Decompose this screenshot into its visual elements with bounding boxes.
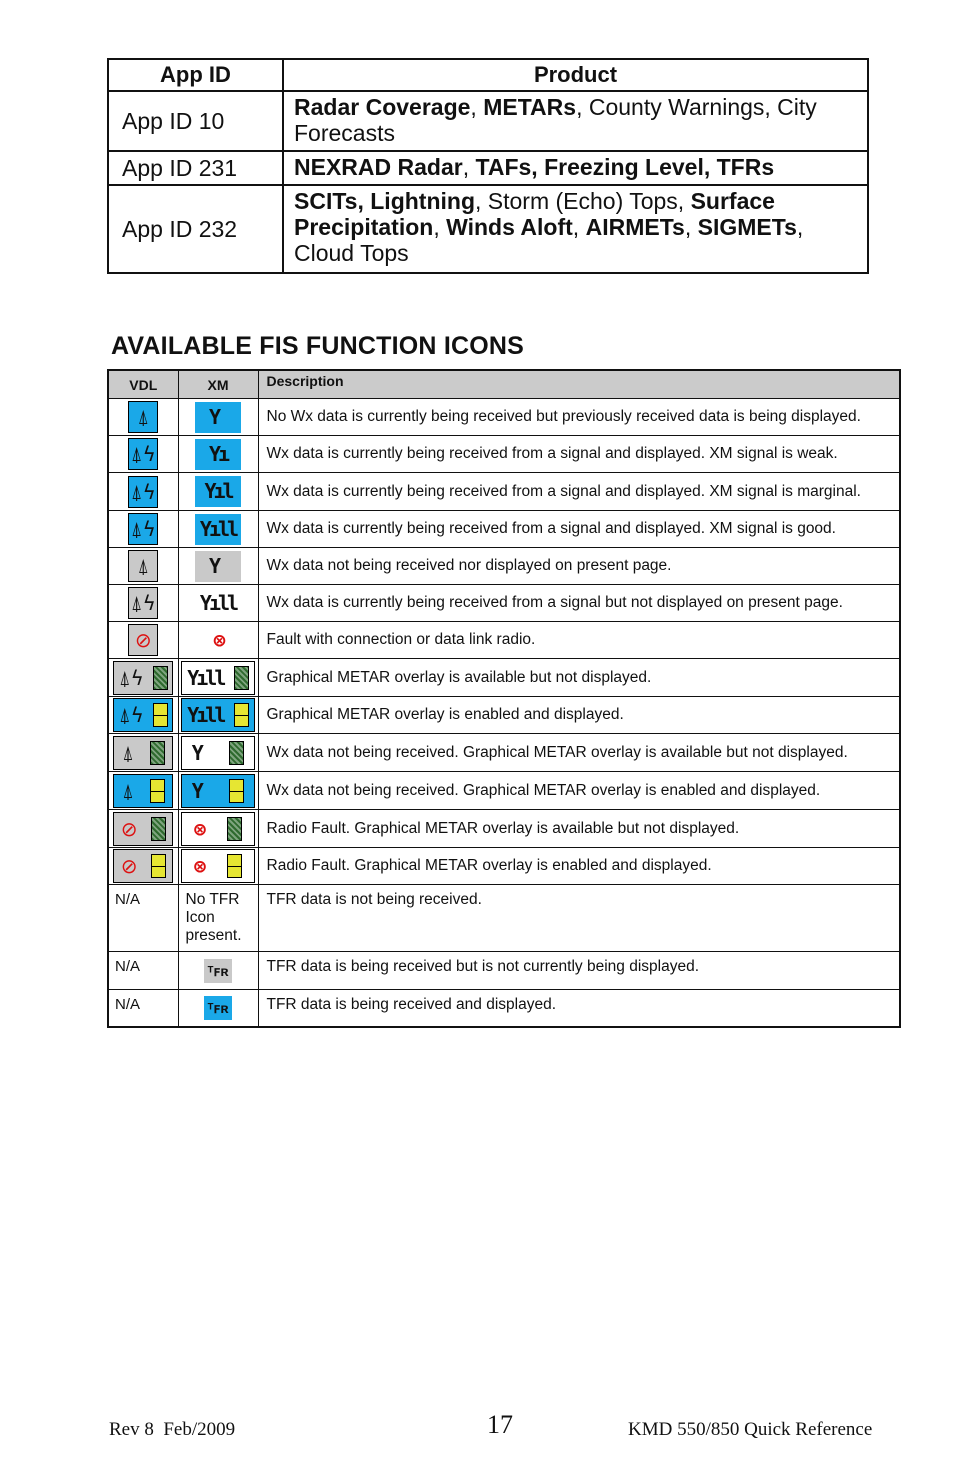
antenna-receiving-metar-on-icon: ⍋ϟ [113,698,173,732]
description-cell: TFR data is being received but is not currently being displayed. [258,952,900,990]
xm-header: XM [178,370,258,399]
signal-fault-icon: ⊗ [195,625,241,656]
product-text-segment: SCITs, Lightning [294,188,475,214]
app-table-row [108,151,868,185]
product-text-segment: , Cloud Tops [294,214,804,266]
description-cell: Wx data not being received. Graphical METAR overlay is enabled and displayed. [258,772,900,810]
signal-fault-metar-on-icon: ⊗ [181,849,255,883]
fis-icons-table [107,369,901,1028]
table-row [108,511,900,548]
signal-0-metar-off-icon: Y [181,736,255,770]
description-cell: Graphical METAR overlay is enabled and displayed. [258,697,900,734]
description-header: Description [258,370,900,399]
app-id-table [107,58,869,274]
product-text-segment: TAFs, Freezing Level, TFRs [475,154,775,180]
section-heading: AVAILABLE FIS FUNCTION ICONS [111,332,524,360]
product-text-segment: Surface Precipitation [294,188,775,240]
app-table-row [108,185,868,273]
antenna-icon: ⍋ [128,401,158,433]
app-table-header [108,59,868,91]
vdl-cell: N/A [108,952,178,990]
product-cell [283,185,868,273]
product-text-segment: , Storm (Echo) Tops, [475,188,691,214]
vdl-cell: N/A [108,885,178,952]
signal-0-metar-on-icon: Y [181,774,255,808]
table-row [108,734,900,772]
description-cell: Wx data not being received. Graphical METAR overlay is available but not displayed. [258,734,900,772]
antenna-receiving-icon: ⍋ϟ [128,476,158,508]
product-text-segment: METARs [483,94,577,120]
product-text-segment: , County Warnings, City Forecasts [294,94,817,146]
table-row [108,810,900,848]
product-text-segment: AIRMETs [585,214,685,240]
antenna-fault-metar-on-icon: ⊘ [113,849,173,883]
table-row [108,848,900,885]
page-number: 17 [487,1410,513,1439]
table-row [108,772,900,810]
footer-title: KMD 550/850 Quick Reference [628,1419,873,1440]
signal-0-bars-icon: Y [195,402,241,433]
antenna-receiving-metar-off-icon: ⍋ϟ [113,661,173,695]
antenna-fault-metar-off-icon: ⊘ [113,812,173,846]
antenna-icon: ⍋ [128,550,158,582]
footer-revision: Rev 8 Feb/2009 [109,1419,236,1440]
table-row [108,659,900,697]
product-cell [283,151,868,185]
antenna-metar-on-icon: ⍋ [113,774,173,808]
signal-3-bars-icon: Yıll [195,514,241,545]
table-row [108,399,900,436]
antenna-receiving-icon: ⍋ϟ [128,438,158,470]
description-cell: Wx data is currently being received from a signal and displayed. XM signal is marginal. [258,473,900,511]
icons-table-header [108,370,900,399]
product-text-segment: , [684,214,698,240]
table-row [108,697,900,734]
signal-3-bars-icon: Yıll [195,588,241,619]
product-text-segment: , [470,94,484,120]
table-row [108,473,900,511]
app-id-cell: App ID 10 [108,91,283,151]
description-cell: TFR data is being received and displayed. [258,990,900,1027]
description-cell: TFR data is not being received. [258,885,900,952]
table-row [108,990,900,1027]
vdl-header: VDL [108,370,178,399]
description-cell: Fault with connection or data link radio. [258,622,900,659]
app-id-cell: App ID 231 [108,151,283,185]
product-text-segment: , [572,214,586,240]
description-cell: Radio Fault. Graphical METAR overlay is enabled and displayed. [258,848,900,885]
table-row [108,885,900,952]
description-cell: Wx data is currently being received from a signal and displayed. XM signal is good. [258,511,900,548]
tfr-gray-icon: ᵀꜰʀ [204,959,232,983]
app-table-row [108,91,868,151]
app-id-cell: App ID 232 [108,185,283,273]
product-text-segment: , [462,154,476,180]
signal-metar-off-icon: Yıll [181,661,255,695]
product-cell [283,91,868,151]
signal-fault-metar-off-icon: ⊗ [181,812,255,846]
product-header: Product [283,59,868,91]
product-text-segment: SIGMETs [697,214,797,240]
product-text-segment: Radar Coverage [294,94,471,120]
description-cell: Wx data not being received nor displayed on present page. [258,548,900,585]
no-tfr-text: No TFR Icon present. [178,885,258,952]
signal-0-bars-icon: Y [195,551,241,582]
description-cell: No Wx data is currently being received but previously received data is being displayed. [258,399,900,436]
table-row [108,952,900,990]
description-cell: Radio Fault. Graphical METAR overlay is available but not displayed. [258,810,900,848]
description-cell: Wx data is currently being received from a signal and displayed. XM signal is weak. [258,436,900,473]
signal-1-bar-icon: Yı [195,439,241,470]
description-cell: Wx data is currently being received from a signal but not displayed on present page. [258,585,900,622]
description-cell: Graphical METAR overlay is available but not displayed. [258,659,900,697]
product-text-segment: , [433,214,447,240]
signal-metar-on-icon: Yıll [181,698,255,732]
signal-2-bars-icon: Yıl [195,476,241,507]
app-id-header: App ID [108,59,283,91]
antenna-fault-icon: ⊘ [128,624,158,656]
table-row [108,585,900,622]
antenna-receiving-icon: ⍋ϟ [128,513,158,545]
table-row [108,548,900,585]
vdl-cell: N/A [108,990,178,1027]
tfr-blue-icon: ᵀꜰʀ [204,996,232,1020]
table-row [108,436,900,473]
antenna-receiving-icon: ⍋ϟ [128,587,158,619]
antenna-metar-off-icon: ⍋ [113,736,173,770]
product-text-segment: NEXRAD Radar [294,154,463,180]
table-row [108,622,900,659]
product-text-segment: Winds Aloft [446,214,573,240]
